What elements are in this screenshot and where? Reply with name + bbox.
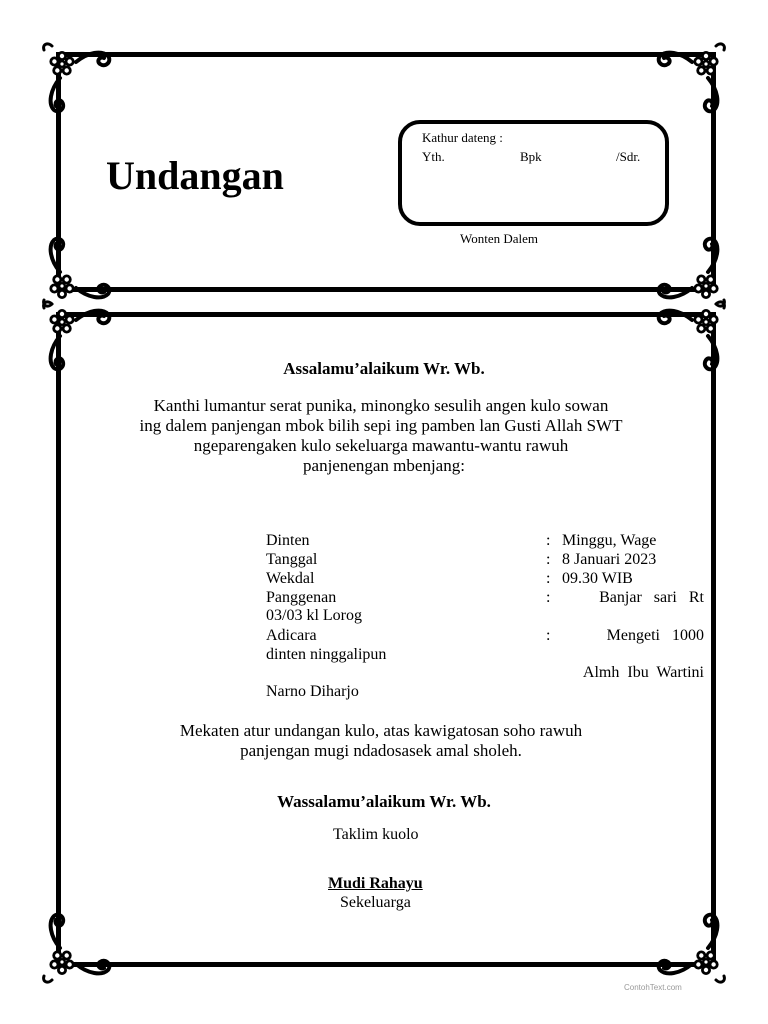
ornament-top-frame-bottom-left — [40, 236, 112, 308]
detail-adicara-colon: : — [546, 627, 551, 644]
invitation-title: Undangan — [106, 153, 284, 198]
detail-dinten-value: Minggu, Wage — [562, 532, 657, 549]
detail-wekdal-colon: : — [546, 570, 551, 587]
ornament-top-frame-top-right — [656, 42, 728, 114]
detail-narno: Narno Diharjo — [266, 683, 359, 700]
sender-family: Sekeluarga — [340, 894, 411, 911]
ornament-top-frame-bottom-right — [656, 236, 728, 308]
detail-wekdal-value: 09.30 WIB — [562, 570, 633, 587]
detail-tanggal-label: Tanggal — [266, 551, 318, 568]
greeting: Assalamu’alaikum Wr. Wb. — [283, 359, 485, 378]
detail-dinten-label: Dinten — [266, 532, 310, 549]
detail-almh: Almh Ibu Wartini — [582, 664, 704, 681]
ornament-top-frame-top-left — [40, 42, 112, 114]
intro-line-4: panjenengan mbenjang: — [303, 456, 465, 475]
detail-tanggal-colon: : — [546, 551, 551, 568]
sender-name: Mudi Rahayu — [328, 875, 423, 892]
detail-panggenan-colon: : — [546, 589, 551, 606]
detail-adicara-value: Mengeti 1000 — [606, 627, 704, 644]
detail-dinten-colon: : — [546, 532, 551, 549]
ornament-bottom-frame-bottom-right — [656, 912, 728, 984]
recipient-bpk: Bpk — [520, 149, 542, 164]
closing-line-2: panjengan mugi ndadosasek amal sholeh. — [240, 741, 522, 760]
recipient-kathur-dateng: Kathur dateng : — [422, 130, 503, 145]
taklim: Taklim kuolo — [333, 826, 419, 843]
detail-panggenan-continued: 03/03 kl Lorog — [266, 607, 362, 624]
intro-line-1: Kanthi lumantur serat punika, minongko sesulih angen kulo sowan — [153, 396, 609, 415]
wonten-dalem-label: Wonten Dalem — [460, 231, 539, 246]
intro-line-2: ing dalem panjengan mbok bilih sepi ing pamben lan Gusti Allah SWT — [139, 416, 623, 435]
detail-adicara-continued: dinten ninggalipun — [266, 646, 387, 663]
detail-wekdal-label: Wekdal — [266, 570, 315, 587]
site-credit: ContohText.com — [624, 983, 682, 992]
detail-panggenan-label: Panggenan — [266, 589, 337, 606]
recipient-sdr: /Sdr. — [616, 149, 641, 164]
closing-line-1: Mekaten atur undangan kulo, atas kawigatosan soho rawuh — [179, 721, 583, 740]
detail-tanggal-value: 8 Januari 2023 — [562, 551, 657, 568]
detail-adicara-label: Adicara — [266, 627, 317, 644]
recipient-yth: Yth. — [422, 149, 445, 164]
ornament-bottom-frame-bottom-left — [40, 912, 112, 984]
detail-panggenan-value: Banjar sari Rt — [599, 589, 704, 606]
intro-line-3: ngeparengaken kulo sekeluarga mawantu-wantu rawuh — [193, 436, 569, 455]
farewell: Wassalamu’alaikum Wr. Wb. — [277, 792, 491, 811]
